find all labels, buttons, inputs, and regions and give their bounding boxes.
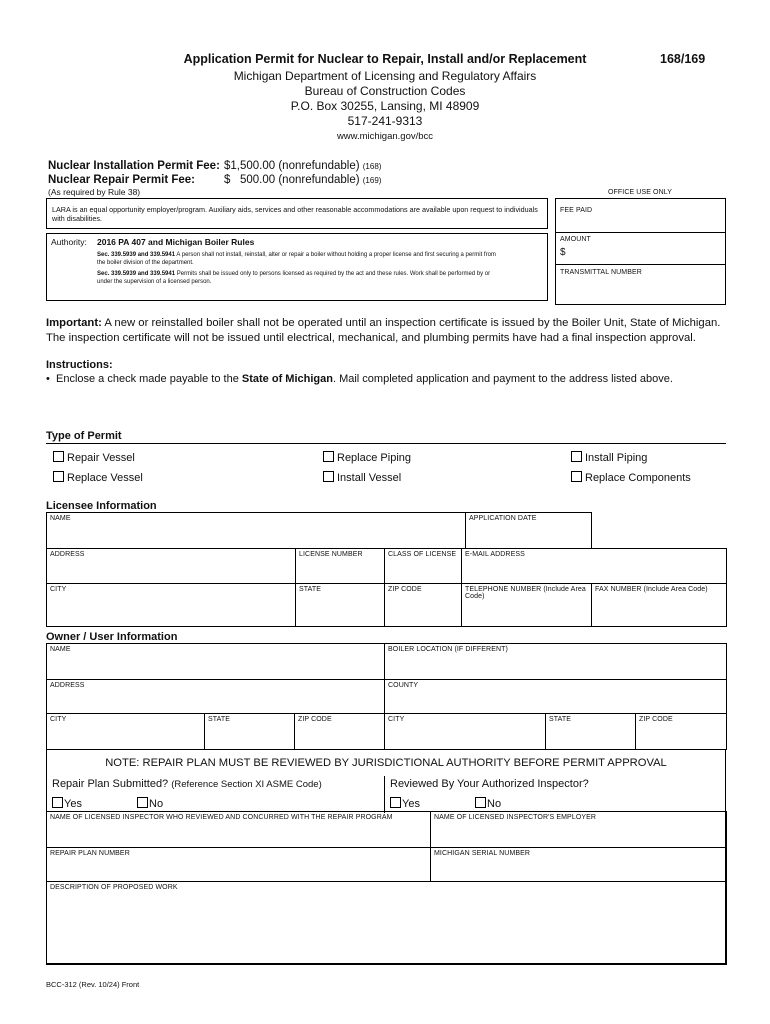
- authority-title: 2016 PA 407 and Michigan Boiler Rules: [97, 237, 255, 247]
- rule-note: (As required by Rule 38): [48, 187, 141, 197]
- plan-submitted-yes[interactable]: Yes: [52, 797, 82, 810]
- authority-section-2: Sec. 339.5939 and 339.5941 Permits shall be issued only to persons licensed as required by the act and these rules. Work shall be performed by or under the supervision of a licensed person.: [97, 271, 491, 285]
- boiler-zip-field[interactable]: ZIP CODE: [636, 714, 727, 750]
- reviewed-yes[interactable]: Yes: [390, 797, 420, 810]
- office-divider: [556, 264, 725, 265]
- form-number: 168/169: [660, 52, 706, 66]
- permit-type-heading: Type of Permit: [46, 430, 122, 442]
- installation-fee-code: (168): [362, 162, 382, 171]
- authority-label: Authority:: [51, 237, 87, 247]
- fax-field[interactable]: FAX NUMBER (Include Area Code): [592, 584, 727, 627]
- description-field[interactable]: DESCRIPTION OF PROPOSED WORK: [47, 882, 727, 965]
- authority-section-1: Sec. 339.5939 and 339.5941 A person shall not install, reinstall, alter or repair a boiler without holding a proper license and first securing a permit from the boiler division of the department.: [97, 252, 496, 266]
- repair-fee-label: Nuclear Repair Permit Fee:: [48, 174, 196, 186]
- option-replace-piping[interactable]: Replace Piping: [323, 451, 411, 464]
- checkbox-icon[interactable]: [571, 451, 582, 462]
- owner-zip-field[interactable]: ZIP CODE: [295, 714, 385, 750]
- name-date-divider: [465, 512, 466, 548]
- application-date-label[interactable]: APPLICATION DATE: [469, 515, 537, 522]
- plan-submitted-no[interactable]: No: [137, 797, 163, 810]
- repair-fee-value: $ 500.00 (nonrefundable) (169): [224, 174, 382, 186]
- amount-label: AMOUNT: [560, 236, 591, 243]
- option-install-vessel[interactable]: Install Vessel: [323, 471, 401, 484]
- checkbox-icon[interactable]: [53, 451, 64, 462]
- telephone-field[interactable]: TELEPHONE NUMBER (Include Area Code): [462, 584, 592, 627]
- bureau-name: Bureau of Construction Codes: [304, 84, 466, 98]
- inspector-name-field[interactable]: NAME OF LICENSED INSPECTOR WHO REVIEWED AND CONCURRED WITH THE REPAIR PROGRAM: [47, 812, 431, 848]
- office-use-box: [555, 198, 726, 305]
- checkbox-icon[interactable]: [323, 451, 334, 462]
- form-title: Application Permit for Nuclear to Repair, Install and/or Replacement: [183, 52, 587, 66]
- licensee-address-field[interactable]: ADDRESS: [47, 549, 296, 584]
- transmittal-label: TRANSMITTAL NUMBER: [560, 269, 642, 276]
- licensee-heading: Licensee Information: [46, 500, 157, 512]
- checkbox-icon[interactable]: [571, 471, 582, 482]
- checkbox-icon[interactable]: [475, 797, 486, 808]
- owner-heading: Owner / User Information: [46, 631, 178, 643]
- licensee-zip-field[interactable]: ZIP CODE: [385, 584, 462, 627]
- plan-submitted-question: Repair Plan Submitted? (Reference Section XI ASME Code): [52, 778, 322, 790]
- office-use-heading: OFFICE USE ONLY: [608, 189, 672, 196]
- reviewed-no[interactable]: No: [475, 797, 501, 810]
- owner-address-field[interactable]: ADDRESS: [47, 680, 385, 714]
- email-field[interactable]: E-MAIL ADDRESS: [462, 549, 727, 584]
- instructions-heading: Instructions:: [46, 359, 113, 371]
- instructions-text: • Enclose a check made payable to the State of Michigan. Mail completed application and payment to the address listed above.: [46, 373, 673, 385]
- lara-notice: LARA is an equal opportunity employer/program. Auxiliary aids, services and other reasonable accommodations are available upon request to individuals with disabilities.: [46, 198, 548, 229]
- owner-name-field[interactable]: NAME: [47, 644, 385, 680]
- checkbox-icon[interactable]: [52, 797, 63, 808]
- important-notice: Important: A new or reinstalled boiler shall not be operated until an inspection certificate is issued by the Boiler Unit, State of Michigan. The inspection certificate will not be issued until electrical, mechanical, and plumbing permits have had a final inspection approval.: [46, 317, 721, 344]
- boiler-state-field[interactable]: STATE: [546, 714, 636, 750]
- checkbox-icon[interactable]: [137, 797, 148, 808]
- inspector-employer-field[interactable]: NAME OF LICENSED INSPECTOR'S EMPLOYER: [431, 812, 727, 848]
- license-number-field[interactable]: LICENSE NUMBER: [296, 549, 385, 584]
- licensee-table: [46, 512, 727, 627]
- repair-table: [46, 811, 727, 965]
- repair-question-divider: [384, 776, 385, 813]
- installation-fee-label: Nuclear Installation Permit Fee:: [48, 160, 220, 172]
- boiler-location-field[interactable]: BOILER LOCATION (IF DIFFERENT): [385, 644, 727, 680]
- department-name: Michigan Department of Licensing and Regulatory Affairs: [233, 69, 537, 83]
- repair-note: NOTE: REPAIR PLAN MUST BE REVIEWED BY JURISDICTIONAL AUTHORITY BEFORE PERMIT APPROVAL: [105, 757, 667, 769]
- repair-fee-code: (169): [362, 176, 382, 185]
- licensee-state-field[interactable]: STATE: [296, 584, 385, 627]
- michigan-serial-number-field[interactable]: MICHIGAN SERIAL NUMBER: [431, 848, 727, 882]
- option-repair-vessel[interactable]: Repair Vessel: [53, 451, 135, 464]
- owner-city-field[interactable]: CITY: [47, 714, 205, 750]
- owner-table: [46, 643, 727, 750]
- fee-paid-label: FEE PAID: [560, 207, 593, 214]
- office-divider: [556, 232, 725, 233]
- phone-number: 517-241-9313: [347, 114, 423, 128]
- authority-box: [46, 233, 548, 301]
- option-replace-vessel[interactable]: Replace Vessel: [53, 471, 143, 484]
- licensee-city-field[interactable]: CITY: [47, 584, 296, 627]
- option-replace-components[interactable]: Replace Components: [571, 471, 691, 484]
- checkbox-icon[interactable]: [323, 471, 334, 482]
- repair-plan-number-field[interactable]: REPAIR PLAN NUMBER: [47, 848, 431, 882]
- county-field[interactable]: COUNTY: [385, 680, 727, 714]
- permit-type-rule: [46, 443, 726, 444]
- reviewed-question: Reviewed By Your Authorized Inspector?: [390, 778, 589, 790]
- owner-state-field[interactable]: STATE: [205, 714, 295, 750]
- checkbox-icon[interactable]: [390, 797, 401, 808]
- licensee-name-field[interactable]: NAME: [47, 513, 592, 549]
- class-of-license-field[interactable]: CLASS OF LICENSE: [385, 549, 462, 584]
- form-footer: BCC-312 (Rev. 10/24) Front: [46, 980, 140, 989]
- checkbox-icon[interactable]: [53, 471, 64, 482]
- option-install-piping[interactable]: Install Piping: [571, 451, 647, 464]
- mailing-address: P.O. Box 30255, Lansing, MI 48909: [290, 99, 480, 113]
- website-link[interactable]: www.michigan.gov/bcc: [336, 131, 434, 142]
- installation-fee-value: $1,500.00 (nonrefundable) (168): [224, 160, 382, 172]
- dollar-sign: $: [560, 247, 566, 258]
- boiler-city-field[interactable]: CITY: [385, 714, 546, 750]
